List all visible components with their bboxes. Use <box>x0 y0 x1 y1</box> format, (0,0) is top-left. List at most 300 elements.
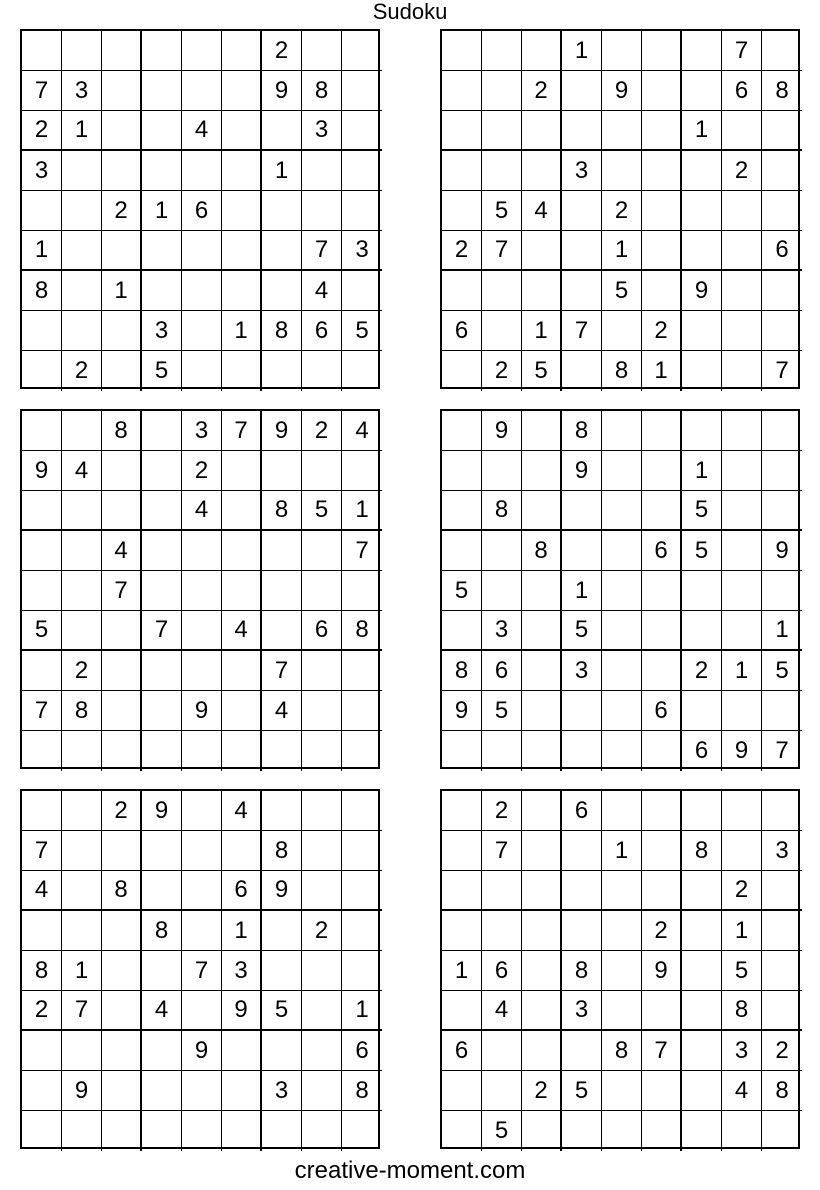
sudoku-cell <box>442 911 482 951</box>
sudoku-cell <box>342 871 382 911</box>
sudoku-cell <box>22 31 62 71</box>
sudoku-cell <box>522 951 562 991</box>
sudoku-cell <box>262 791 302 831</box>
sudoku-cell <box>142 491 182 531</box>
sudoku-cell <box>722 311 762 351</box>
sudoku-cell <box>142 871 182 911</box>
sudoku-cell <box>342 1111 382 1151</box>
sudoku-cell <box>342 71 382 111</box>
sudoku-cell <box>62 531 102 571</box>
sudoku-cell <box>302 791 342 831</box>
sudoku-puzzle-4 <box>440 409 800 769</box>
sudoku-cell: 1 <box>342 991 382 1031</box>
sudoku-cell: 4 <box>22 871 62 911</box>
sudoku-cell <box>142 71 182 111</box>
sudoku-cell <box>102 951 142 991</box>
sudoku-cell: 8 <box>22 271 62 311</box>
sudoku-cell <box>442 611 482 651</box>
sudoku-cell <box>762 191 802 231</box>
sudoku-cell <box>182 991 222 1031</box>
sudoku-cell <box>302 151 342 191</box>
sudoku-cell: 4 <box>182 491 222 531</box>
sudoku-cell: 1 <box>102 271 142 311</box>
sudoku-cell <box>562 491 602 531</box>
sudoku-cell <box>682 991 722 1031</box>
sudoku-cell <box>642 1071 682 1111</box>
sudoku-cell: 1 <box>682 451 722 491</box>
sudoku-cell: 2 <box>302 911 342 951</box>
sudoku-cell <box>62 151 102 191</box>
sudoku-cell <box>262 351 302 391</box>
sudoku-cell: 4 <box>62 451 102 491</box>
sudoku-cell: 2 <box>762 1031 802 1071</box>
sudoku-cell <box>102 31 142 71</box>
sudoku-cell <box>762 571 802 611</box>
sudoku-cell <box>262 231 302 271</box>
sudoku-cell: 6 <box>222 871 262 911</box>
sudoku-cell <box>22 911 62 951</box>
sudoku-cell: 1 <box>62 111 102 151</box>
sudoku-cell: 7 <box>62 991 102 1031</box>
sudoku-cell: 1 <box>642 351 682 391</box>
sudoku-cell <box>522 411 562 451</box>
sudoku-cell: 9 <box>262 871 302 911</box>
sudoku-cell: 6 <box>722 71 762 111</box>
sudoku-cell <box>102 111 142 151</box>
sudoku-cell: 3 <box>482 611 522 651</box>
sudoku-cell <box>442 451 482 491</box>
sudoku-cell <box>522 911 562 951</box>
sudoku-cell: 6 <box>642 691 682 731</box>
sudoku-cell: 8 <box>262 831 302 871</box>
sudoku-cell: 7 <box>342 531 382 571</box>
sudoku-cell: 9 <box>682 271 722 311</box>
sudoku-cell: 4 <box>182 111 222 151</box>
sudoku-cell: 7 <box>22 691 62 731</box>
sudoku-cell <box>182 311 222 351</box>
sudoku-cell <box>522 1031 562 1071</box>
sudoku-cell <box>342 831 382 871</box>
sudoku-cell <box>142 571 182 611</box>
sudoku-cell <box>562 871 602 911</box>
sudoku-cell: 3 <box>562 151 602 191</box>
sudoku-cell <box>762 991 802 1031</box>
sudoku-cell <box>182 151 222 191</box>
sudoku-cell <box>682 71 722 111</box>
sudoku-cell <box>642 611 682 651</box>
sudoku-cell <box>642 731 682 771</box>
sudoku-cell: 6 <box>642 531 682 571</box>
sudoku-cell <box>182 1111 222 1151</box>
sudoku-cell <box>102 911 142 951</box>
sudoku-cell <box>102 311 142 351</box>
sudoku-cell <box>22 1071 62 1111</box>
sudoku-cell: 8 <box>722 991 762 1031</box>
sudoku-cell <box>302 191 342 231</box>
sudoku-cell <box>722 351 762 391</box>
sudoku-cell <box>342 731 382 771</box>
sudoku-cell: 1 <box>722 651 762 691</box>
sudoku-cell <box>522 871 562 911</box>
sudoku-cell: 2 <box>22 991 62 1031</box>
sudoku-cell <box>222 831 262 871</box>
sudoku-cell <box>182 531 222 571</box>
sudoku-cell: 9 <box>262 411 302 451</box>
sudoku-cell <box>222 531 262 571</box>
sudoku-cell <box>222 231 262 271</box>
sudoku-cell: 4 <box>482 991 522 1031</box>
sudoku-cell <box>262 731 302 771</box>
sudoku-cell <box>102 691 142 731</box>
sudoku-cell <box>222 191 262 231</box>
sudoku-cell: 5 <box>482 1111 522 1151</box>
sudoku-cell <box>262 271 302 311</box>
sudoku-cell <box>62 731 102 771</box>
sudoku-cell: 7 <box>142 611 182 651</box>
sudoku-cell <box>102 151 142 191</box>
sudoku-cell <box>442 31 482 71</box>
sudoku-cell: 7 <box>22 831 62 871</box>
sudoku-cell: 3 <box>302 111 342 151</box>
sudoku-cell <box>482 1031 522 1071</box>
sudoku-cell <box>602 491 642 531</box>
sudoku-cell <box>302 571 342 611</box>
sudoku-cell <box>722 1111 762 1151</box>
sudoku-cell <box>62 311 102 351</box>
sudoku-cell: 8 <box>562 951 602 991</box>
sudoku-cell <box>522 991 562 1031</box>
sudoku-cell <box>482 911 522 951</box>
sudoku-cell <box>342 791 382 831</box>
sudoku-cell: 6 <box>482 651 522 691</box>
sudoku-cell: 3 <box>342 231 382 271</box>
sudoku-cell <box>142 531 182 571</box>
sudoku-cell <box>762 911 802 951</box>
sudoku-cell: 1 <box>722 911 762 951</box>
sudoku-cell <box>302 831 342 871</box>
sudoku-cell <box>302 531 342 571</box>
sudoku-cell <box>642 991 682 1031</box>
sudoku-cell <box>722 791 762 831</box>
sudoku-cell <box>722 411 762 451</box>
sudoku-cell <box>642 871 682 911</box>
sudoku-cell <box>222 31 262 71</box>
sudoku-cell <box>22 791 62 831</box>
sudoku-cell <box>182 611 222 651</box>
sudoku-cell <box>302 1111 342 1151</box>
sudoku-cell: 3 <box>722 1031 762 1071</box>
sudoku-cell: 8 <box>342 611 382 651</box>
sudoku-cell <box>182 271 222 311</box>
sudoku-cell <box>762 151 802 191</box>
sudoku-cell: 9 <box>22 451 62 491</box>
sudoku-cell <box>222 351 262 391</box>
sudoku-cell: 1 <box>682 111 722 151</box>
sudoku-cell <box>522 791 562 831</box>
sudoku-cell <box>682 1031 722 1071</box>
sudoku-cell <box>482 71 522 111</box>
sudoku-cell: 7 <box>642 1031 682 1071</box>
sudoku-cell: 3 <box>762 831 802 871</box>
sudoku-cell: 9 <box>562 451 602 491</box>
sudoku-cell <box>22 351 62 391</box>
sudoku-cell <box>562 111 602 151</box>
sudoku-cell <box>102 1031 142 1071</box>
sudoku-cell <box>762 311 802 351</box>
sudoku-cell <box>142 1071 182 1111</box>
sudoku-cell <box>562 731 602 771</box>
sudoku-cell <box>102 1071 142 1111</box>
sudoku-cell <box>642 791 682 831</box>
sudoku-cell: 8 <box>762 71 802 111</box>
sudoku-cell <box>482 311 522 351</box>
sudoku-cell <box>482 531 522 571</box>
sudoku-cell <box>602 451 642 491</box>
sudoku-cell <box>262 611 302 651</box>
sudoku-cell <box>522 571 562 611</box>
sudoku-cell <box>682 951 722 991</box>
sudoku-cell: 3 <box>62 71 102 111</box>
sudoku-cell <box>22 411 62 451</box>
sudoku-cell: 8 <box>482 491 522 531</box>
sudoku-cell: 7 <box>482 231 522 271</box>
sudoku-cell: 6 <box>762 231 802 271</box>
sudoku-cell: 4 <box>142 991 182 1031</box>
sudoku-cell: 8 <box>142 911 182 951</box>
sudoku-cell: 8 <box>102 871 142 911</box>
sudoku-cell: 1 <box>762 611 802 651</box>
sudoku-cell: 1 <box>142 191 182 231</box>
sudoku-cell <box>62 871 102 911</box>
sudoku-cell <box>482 871 522 911</box>
sudoku-puzzle-5 <box>20 789 380 1149</box>
sudoku-cell: 8 <box>302 71 342 111</box>
sudoku-cell <box>602 791 642 831</box>
sudoku-cell: 5 <box>722 951 762 991</box>
sudoku-cell <box>182 351 222 391</box>
sudoku-cell <box>642 451 682 491</box>
sudoku-cell <box>342 151 382 191</box>
sudoku-cell <box>262 1031 302 1071</box>
sudoku-cell <box>22 311 62 351</box>
sudoku-cell <box>342 31 382 71</box>
sudoku-cell <box>62 31 102 71</box>
sudoku-cell: 5 <box>602 271 642 311</box>
sudoku-cell <box>762 951 802 991</box>
sudoku-cell: 7 <box>482 831 522 871</box>
sudoku-cell <box>302 1031 342 1071</box>
sudoku-cell: 1 <box>602 231 642 271</box>
sudoku-cell <box>442 151 482 191</box>
sudoku-cell <box>222 451 262 491</box>
sudoku-cell <box>442 731 482 771</box>
sudoku-cell <box>642 191 682 231</box>
sudoku-cell <box>302 991 342 1031</box>
sudoku-cell <box>522 31 562 71</box>
sudoku-cell: 1 <box>342 491 382 531</box>
sudoku-cell: 1 <box>22 231 62 271</box>
sudoku-cell: 2 <box>642 311 682 351</box>
sudoku-cell <box>482 731 522 771</box>
sudoku-cell <box>342 651 382 691</box>
sudoku-cell: 4 <box>102 531 142 571</box>
sudoku-cell <box>602 651 642 691</box>
sudoku-cell <box>682 791 722 831</box>
sudoku-cell: 1 <box>222 911 262 951</box>
sudoku-cell <box>342 351 382 391</box>
sudoku-cell <box>562 1111 602 1151</box>
sudoku-cell <box>722 611 762 651</box>
sudoku-cell: 6 <box>342 1031 382 1071</box>
sudoku-cell: 3 <box>22 151 62 191</box>
sudoku-cell <box>222 1111 262 1151</box>
sudoku-cell <box>262 531 302 571</box>
sudoku-cell <box>682 611 722 651</box>
sudoku-cell <box>522 151 562 191</box>
sudoku-cell: 2 <box>442 231 482 271</box>
sudoku-cell <box>642 1111 682 1151</box>
sudoku-cell <box>722 231 762 271</box>
sudoku-cell: 2 <box>722 151 762 191</box>
sudoku-cell <box>602 991 642 1031</box>
sudoku-cell: 5 <box>482 691 522 731</box>
sudoku-cell <box>142 1031 182 1071</box>
sudoku-cell <box>642 151 682 191</box>
sudoku-cell <box>682 571 722 611</box>
sudoku-cell <box>342 111 382 151</box>
sudoku-cell <box>762 111 802 151</box>
sudoku-cell <box>722 111 762 151</box>
sudoku-cell <box>522 1111 562 1151</box>
sudoku-cell <box>182 571 222 611</box>
sudoku-cell <box>722 831 762 871</box>
sudoku-cell <box>222 1031 262 1071</box>
sudoku-cell <box>222 651 262 691</box>
sudoku-cell: 3 <box>562 991 602 1031</box>
sudoku-cell <box>102 831 142 871</box>
sudoku-cell <box>522 491 562 531</box>
sudoku-cell: 8 <box>102 411 142 451</box>
sudoku-cell <box>442 791 482 831</box>
sudoku-cell <box>62 1111 102 1151</box>
sudoku-cell <box>682 691 722 731</box>
sudoku-cell: 7 <box>182 951 222 991</box>
sudoku-cell <box>602 871 642 911</box>
sudoku-cell <box>762 871 802 911</box>
sudoku-cell: 5 <box>682 491 722 531</box>
sudoku-cell <box>442 991 482 1031</box>
sudoku-cell: 8 <box>262 311 302 351</box>
sudoku-cell <box>442 1111 482 1151</box>
sudoku-cell <box>182 911 222 951</box>
sudoku-cell <box>262 451 302 491</box>
sudoku-cell: 9 <box>442 691 482 731</box>
sudoku-cell: 1 <box>62 951 102 991</box>
sudoku-cell: 8 <box>602 1031 642 1071</box>
sudoku-cell <box>262 191 302 231</box>
sudoku-cell <box>602 531 642 571</box>
sudoku-cell <box>62 491 102 531</box>
sudoku-cell: 7 <box>562 311 602 351</box>
sudoku-cell: 3 <box>262 1071 302 1111</box>
sudoku-cell: 4 <box>222 791 262 831</box>
sudoku-cell <box>222 691 262 731</box>
sudoku-cell: 2 <box>482 351 522 391</box>
sudoku-cell: 7 <box>775 357 789 384</box>
sudoku-cell <box>442 831 482 871</box>
sudoku-puzzle-6 <box>440 789 800 1149</box>
sudoku-cell <box>442 351 482 391</box>
sudoku-cell <box>522 111 562 151</box>
sudoku-cell <box>602 691 642 731</box>
sudoku-cell: 9 <box>642 951 682 991</box>
sudoku-cell <box>642 31 682 71</box>
sudoku-cell <box>222 571 262 611</box>
sudoku-cell: 5 <box>22 611 62 651</box>
sudoku-cell <box>682 871 722 911</box>
sudoku-cell: 2 <box>102 791 142 831</box>
sudoku-cell: 3 <box>562 651 602 691</box>
sudoku-cell: 4 <box>302 271 342 311</box>
sudoku-cell <box>302 451 342 491</box>
sudoku-cell: 7 <box>775 737 789 764</box>
sudoku-cell: 5 <box>442 571 482 611</box>
sudoku-cell <box>22 571 62 611</box>
sudoku-cell: 4 <box>342 411 382 451</box>
sudoku-cell <box>262 951 302 991</box>
sudoku-cell <box>142 151 182 191</box>
sudoku-cell <box>562 351 602 391</box>
sudoku-cell <box>342 451 382 491</box>
sudoku-cell <box>142 1111 182 1151</box>
sudoku-cell <box>722 491 762 531</box>
sudoku-cell: 2 <box>602 191 642 231</box>
sudoku-cell <box>682 911 722 951</box>
sudoku-cell <box>562 691 602 731</box>
sudoku-cell: 9 <box>762 531 802 571</box>
sudoku-cell: 4 <box>262 691 302 731</box>
sudoku-cell <box>642 831 682 871</box>
sudoku-cell <box>482 1071 522 1111</box>
sudoku-cell <box>762 491 802 531</box>
sudoku-cell <box>722 271 762 311</box>
sudoku-cell <box>482 271 522 311</box>
sudoku-cell <box>102 1111 142 1151</box>
sudoku-cell <box>442 71 482 111</box>
sudoku-cell <box>182 31 222 71</box>
sudoku-cell: 8 <box>262 491 302 531</box>
sudoku-cell: 8 <box>762 1071 802 1111</box>
sudoku-cell: 5 <box>562 1071 602 1111</box>
sudoku-cell <box>102 351 142 391</box>
sudoku-cell: 2 <box>102 191 142 231</box>
sudoku-cell <box>342 951 382 991</box>
sudoku-cell: 8 <box>522 531 562 571</box>
sudoku-cell <box>762 451 802 491</box>
sudoku-cell <box>62 191 102 231</box>
sudoku-cell <box>602 151 642 191</box>
sudoku-cell <box>342 911 382 951</box>
sudoku-cell: 9 <box>262 71 302 111</box>
sudoku-cell <box>182 731 222 771</box>
sudoku-cell: 5 <box>262 991 302 1031</box>
sudoku-cell: 1 <box>262 151 302 191</box>
sudoku-cell: 5 <box>522 351 562 391</box>
sudoku-cell <box>682 231 722 271</box>
sudoku-cell: 3 <box>182 411 222 451</box>
sudoku-cell <box>602 111 642 151</box>
sudoku-cell <box>722 191 762 231</box>
